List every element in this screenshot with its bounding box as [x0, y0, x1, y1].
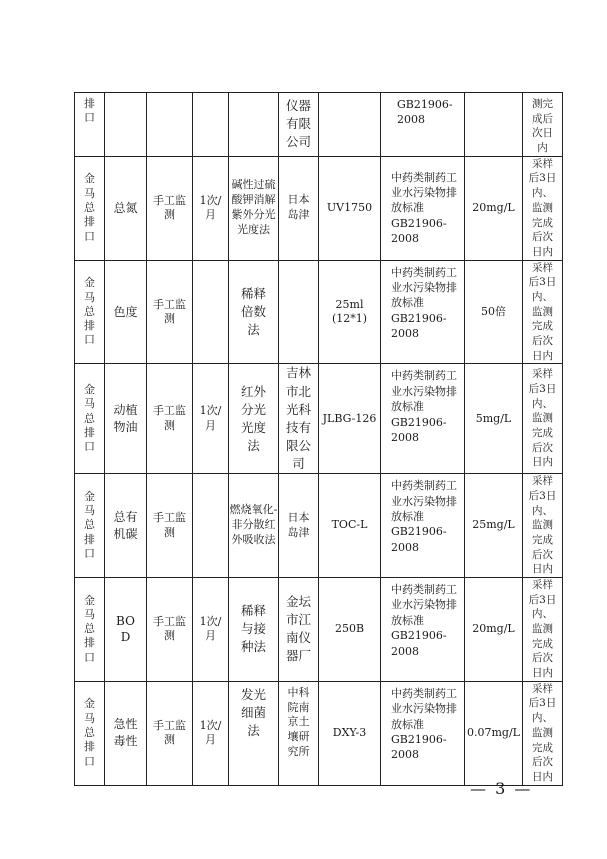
instrument-cell: 日本岛津: [287, 510, 310, 539]
method-cell: 发光细菌法: [240, 686, 266, 738]
table-row: [75, 93, 563, 157]
standard-cell: 中药类制药工业水污染物排放标准 GB21906-2008: [391, 170, 457, 246]
freq-cell: 1次/月: [199, 718, 222, 747]
item-cell: 急性毒性: [113, 717, 138, 749]
freq-cell: [193, 93, 229, 157]
method-cell: 碱性过硫酸钾消解紫外分光光度法: [231, 178, 276, 236]
freq-cell: 1次/月: [199, 193, 222, 222]
instrument-cell: 仪器有限公司: [285, 98, 311, 150]
standard-cell: GB21906-2008: [397, 98, 453, 127]
limit-cell: 20mg/L: [465, 156, 523, 260]
point-cell: 金马总排口: [84, 697, 95, 768]
time-cell: 采样后3日内、监测完成后次日内: [528, 368, 557, 469]
item-cell: 色度: [113, 304, 138, 319]
mode-cell: 手工监测: [153, 297, 186, 325]
instrument-cell: 吉林市北光科技有限公司: [285, 365, 311, 471]
limit-cell: 5mg/L: [465, 364, 523, 474]
item-cell: [105, 93, 147, 157]
instrument-cell: 金坛市江南仪器厂: [285, 594, 311, 664]
page-number: — 3 —: [470, 779, 533, 798]
limit-cell: 20mg/L: [465, 577, 523, 681]
standard-cell: 中药类制药工业水污染物排放标准 GB21906-2008: [391, 686, 457, 762]
model-cell: 25ml (12*1): [319, 260, 381, 364]
mode-cell: 手工监测: [153, 718, 186, 747]
mode-cell: 手工监测: [153, 511, 186, 539]
item-cell: BOD: [116, 613, 135, 645]
limit-cell: 0.07mg/L: [465, 681, 523, 785]
table-row: [75, 156, 563, 260]
standard-cell: 中药类制药工业水污染物排放标准 GB21906-2008: [391, 369, 457, 444]
instrument-cell: 中科院南京土壤研究所: [287, 685, 310, 759]
limit-cell: [465, 93, 523, 157]
table-row: [75, 260, 563, 364]
time-cell: 测完成后次日内: [532, 98, 553, 155]
table-row: [75, 681, 563, 785]
item-cell: 总有机碳: [113, 509, 138, 541]
time-cell: 采样后3日内、监测完成后次日内: [528, 157, 557, 258]
limit-cell: 25mg/L: [465, 474, 523, 578]
standard-cell: 中药类制药工业水污染物排放标准 GB21906-2008: [391, 265, 457, 341]
mode-cell: [147, 93, 193, 157]
freq-cell: 1次/月: [199, 404, 222, 432]
point-cell: 金马总排口: [84, 593, 95, 664]
freq-cell: 1次/月: [199, 615, 222, 643]
freq-cell: [193, 260, 229, 364]
mode-cell: 手工监测: [153, 404, 186, 432]
method-cell: 红外分光光度法: [240, 383, 266, 453]
instrument-cell: 日本岛津: [287, 193, 310, 222]
standard-cell: 中药类制药工业水污染物排放标准 GB21906-2008: [391, 582, 457, 658]
monitoring-table: [74, 92, 563, 786]
model-cell: 250B: [319, 577, 381, 681]
model-cell: DXY-3: [319, 681, 381, 785]
mode-cell: 手工监测: [153, 193, 186, 222]
method-cell: 燃烧氧化-非分散红外吸收法: [229, 503, 278, 546]
mode-cell: 手工监测: [153, 615, 186, 643]
time-cell: 采样后3日内、监测完成后次日内: [528, 475, 557, 576]
model-cell: JLBG-126: [319, 364, 381, 474]
point-cell: 金马总排口: [84, 276, 95, 347]
point-cell: 排口: [84, 97, 95, 125]
table-row: [75, 577, 563, 681]
model-cell: [319, 93, 381, 157]
point-cell: 金马总排口: [84, 172, 95, 243]
standard-cell: 中药类制药工业水污染物排放标准 GB21906-2008: [391, 479, 457, 554]
point-cell: 金马总排口: [84, 489, 95, 560]
item-cell: 总氮: [113, 200, 138, 215]
table-row: [75, 364, 563, 474]
method-cell: [229, 93, 279, 157]
time-cell: 采样后3日内、监测完成后次日内: [528, 261, 557, 362]
freq-cell: [193, 474, 229, 578]
model-cell: UV1750: [319, 156, 381, 260]
item-cell: 动植物油: [113, 402, 138, 434]
model-cell: TOC-L: [319, 474, 381, 578]
point-cell: 金马总排口: [84, 383, 95, 454]
limit-cell: 50倍: [465, 260, 523, 364]
table-row: [75, 474, 563, 578]
method-cell: 稀释与接种法: [240, 603, 266, 655]
method-cell: 稀释倍数法: [240, 285, 266, 338]
time-cell: 采样后3日内、监测完成后次日内: [528, 682, 557, 783]
time-cell: 采样后3日内、监测完成后次日内: [528, 578, 557, 680]
instrument-cell: [279, 260, 319, 364]
